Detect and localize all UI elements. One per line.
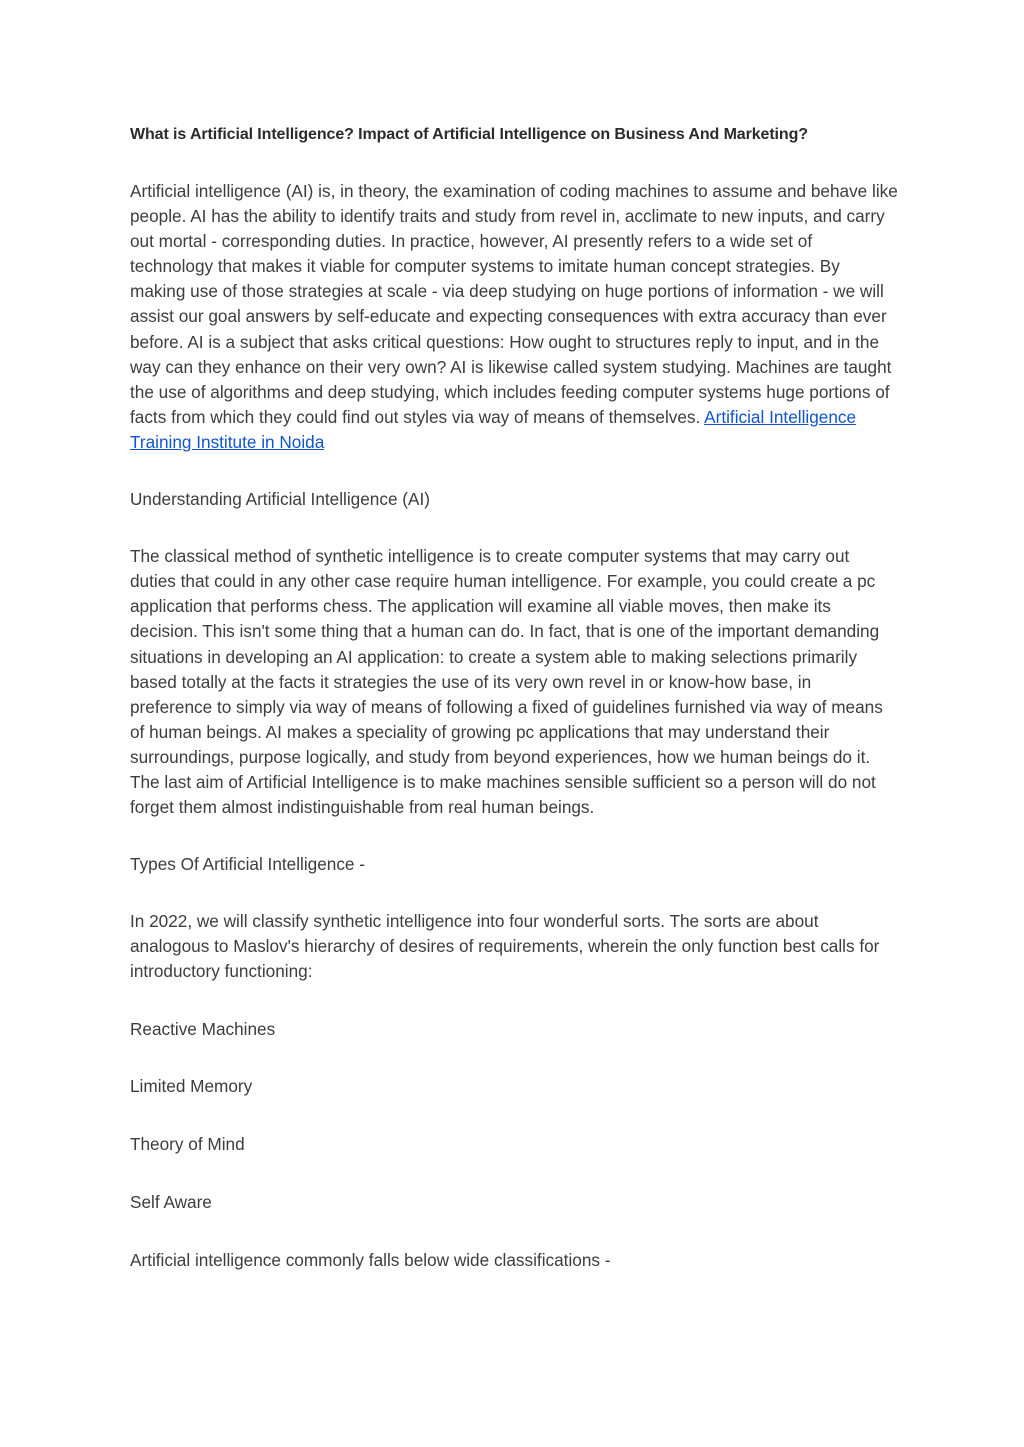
intro-paragraph-text: Artificial intelligence (AI) is, in theory, the examination of coding machines to assume and behave like people. AI has the ability to identify traits and study from revel in, acclimate to new inputs, and carry out mortal - corresponding duties. In practice, however, AI presently refers to a wide set of technology that makes it viable for computer systems to imitate human concept strategies. By making use of those strategies at scale - via deep studying on huge portions of information - we will assist our goal answers by self-educate and expecting consequences with extra accuracy than ever before. AI is a subject that asks critical questions: How ought to structures reply to input, and in the way can they enhance on their very own? AI is likewise called system studying. Machines are taught the use of algorithms and deep studying, which includes feeding computer systems huge portions of facts from which they could find out styles via way of means of themselves. (130, 181, 898, 427)
section-heading-types-of-ai: Types Of Artificial Intelligence - (130, 854, 365, 875)
type-item-limited-memory: Limited Memory (130, 1076, 253, 1097)
types-of-ai-paragraph: In 2022, we will classify synthetic intelligence into four wonderful sorts. The sorts are about analogous to Maslov's hierarchy of desires of requirements, wherein the only function best calls for introductory functioning: (130, 911, 880, 982)
training-institute-link[interactable]: Artificial Intelligence Training Institute in Noida (130, 406, 857, 452)
closing-line: Artificial intelligence commonly falls below wide classifications - (130, 1250, 611, 1271)
document-title: What is Artificial Intelligence? Impact of Artificial Intelligence on Business And Marketing? (130, 126, 808, 143)
type-item-self-aware: Self Aware (130, 1192, 212, 1213)
section-heading-understanding-ai: Understanding Artificial Intelligence (AI) (130, 489, 430, 510)
intro-paragraph (130, 179, 898, 455)
type-item-theory-of-mind: Theory of Mind (130, 1134, 245, 1155)
type-item-reactive-machines: Reactive Machines (130, 1018, 276, 1039)
understanding-ai-paragraph: The classical method of synthetic intelligence is to create computer systems that may carry out duties that could in any other case require human intelligence. For example, you could create a pc application that performs chess. The application will examine all viable moves, then make its decision. This isn't some thing that a human can do. In fact, that is one of the important demanding situations in developing an AI application: to create a system able to making selections primarily based totally at the facts it strategies the use of its very own revel in or know-how base, in preference to simply via way of means of following a fixed of guidelines furnished via way of means of human beings. AI makes a speciality of growing pc applications that may understand their surroundings, purpose logically, and study from beyond experiences, how we human beings do it. The last aim of Artificial Intelligence is to make machines sensible sufficient so a person will do not forget them almost indistinguishable from real human beings. (130, 546, 883, 818)
document-page (130, 124, 898, 1305)
